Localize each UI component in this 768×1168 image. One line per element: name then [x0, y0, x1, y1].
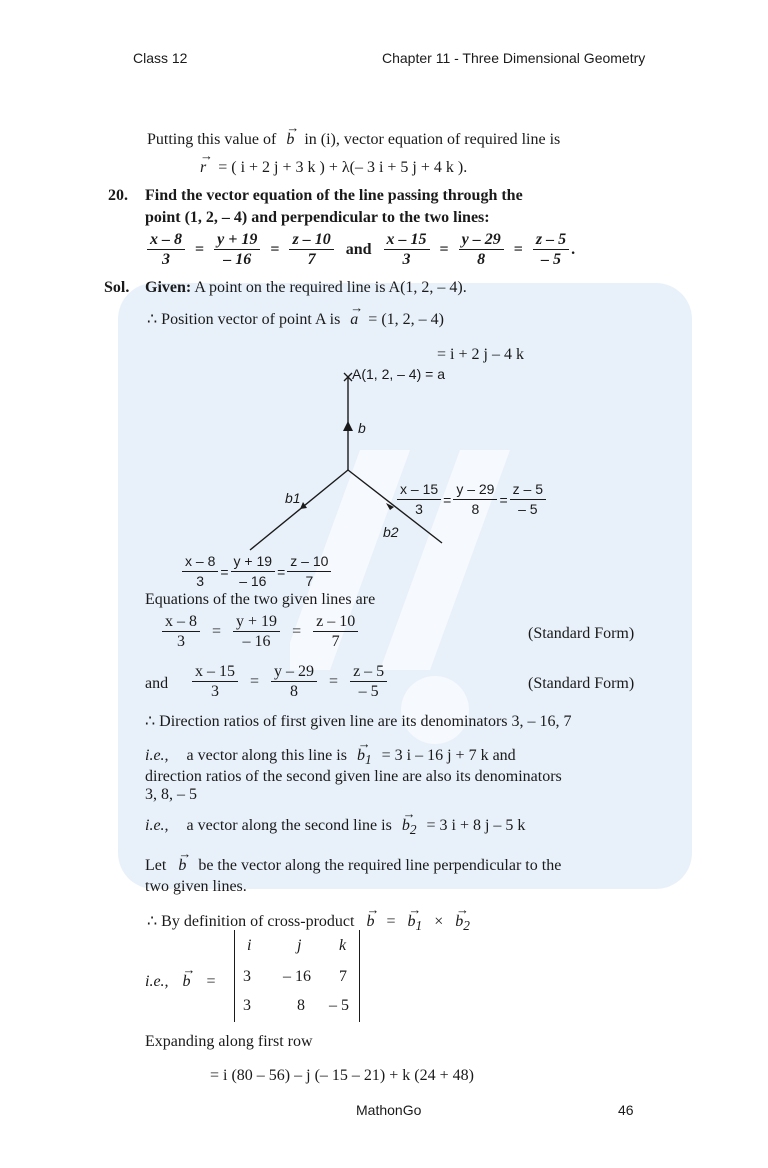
figure-b2-label: b2 [383, 524, 399, 540]
determinant-prefix: i.e., → b = [145, 962, 216, 990]
question-number: 20. [108, 187, 128, 204]
direction-ratios-second: direction ratios of the second given line are also its denominators [145, 768, 562, 785]
footer-page-number: 46 [618, 1102, 634, 1118]
determinant-matrix: i j k 3 – 16 7 3 8 – 5 [234, 930, 360, 1022]
intro-equation: → r = ( i + 2 j + 3 k ) + λ(– 3 i + 5 j + 4 k ). [200, 148, 468, 176]
second-line-equation: $\frac{x - 15}{3}$ = $\frac{y - 29}{8}$ = $\frac{z - 5}{- 5}$ [190, 662, 389, 701]
let-line: Let → b be the vector along the required line perpendicular to the [145, 846, 562, 874]
figure-b1-label: b1 [285, 490, 301, 506]
cross-product-line: ∴ By definition of cross-product → b = → $b_1$ × → $b_2$ [147, 902, 470, 934]
vector-line-2: i.e., a vector along the second line is → $b_2 = 3$ i + 8 j – 5 k [145, 806, 526, 838]
question-line-1: Find the vector equation of the line passing through the [145, 187, 523, 204]
given-line: Given: A point on the required line is A(1, 2, – 4). [145, 279, 467, 296]
expand-equation: = i (80 – 56) – j (– 15 – 21) + k (24 + 48) [210, 1067, 474, 1084]
figure-left-equation: $\frac{x - 8}{3}$ = $\frac{y + 19}{- 16}$ = $\frac{z - 10}{7}$ [180, 552, 333, 591]
figure-right-equation: $\frac{x - 15}{3}$ = $\frac{y - 29}{8}$ = $\frac{z - 5}{- 5}$ [395, 480, 548, 519]
expand-label: Expanding along first row [145, 1033, 313, 1050]
let-line-2: two given lines. [145, 878, 247, 895]
and-label: and [145, 675, 169, 692]
standard-form-2: (Standard Form) [528, 675, 635, 692]
first-line-equation: $\frac{x - 8}{3}$ = $\frac{y + 19}{- 16}$ = $\frac{z - 10}{7}$ [160, 612, 360, 651]
position-vector-line: ∴ Position vector of point A is → a = (1, 2, – 4) [147, 300, 444, 328]
header-class: Class 12 [133, 50, 188, 66]
standard-form-1: (Standard Form) [528, 625, 635, 642]
footer-brand: MathonGo [356, 1102, 422, 1118]
vector-line-1: i.e., a vector along this line is → $b_1 = 3$ i – 16 j + 7 k and [145, 736, 516, 768]
question-lines-equation: $\frac{x - 8}{3}$ = $\frac{y + 19}{- 16}$ = $\frac{z - 10}{7}$ and $\frac{x - 15}{3}$ = $\frac{y - 29}{8}$ = $\frac{z - 5}{- 5}$ . [145, 230, 575, 269]
direction-ratios-first: ∴ Direction ratios of first given line are its denominators 3, – 16, 7 [145, 713, 572, 730]
direction-ratios-second-values: 3, 8, – 5 [145, 786, 197, 803]
header-chapter: Chapter 11 - Three Dimensional Geometry [382, 50, 646, 66]
question-line-2: point (1, 2, – 4) and perpendicular to the two lines: [145, 209, 490, 226]
position-vector-components: = i + 2 j – 4 k [437, 346, 524, 363]
solution-label: Sol. [104, 279, 130, 296]
intro-line: Putting this value of → b in (i), vector equation of required line is [147, 120, 561, 148]
equations-intro: Equations of the two given lines are [145, 591, 376, 608]
figure-point-label: A(1, 2, – 4) = a [352, 366, 445, 382]
figure-b-label: b [358, 420, 366, 436]
